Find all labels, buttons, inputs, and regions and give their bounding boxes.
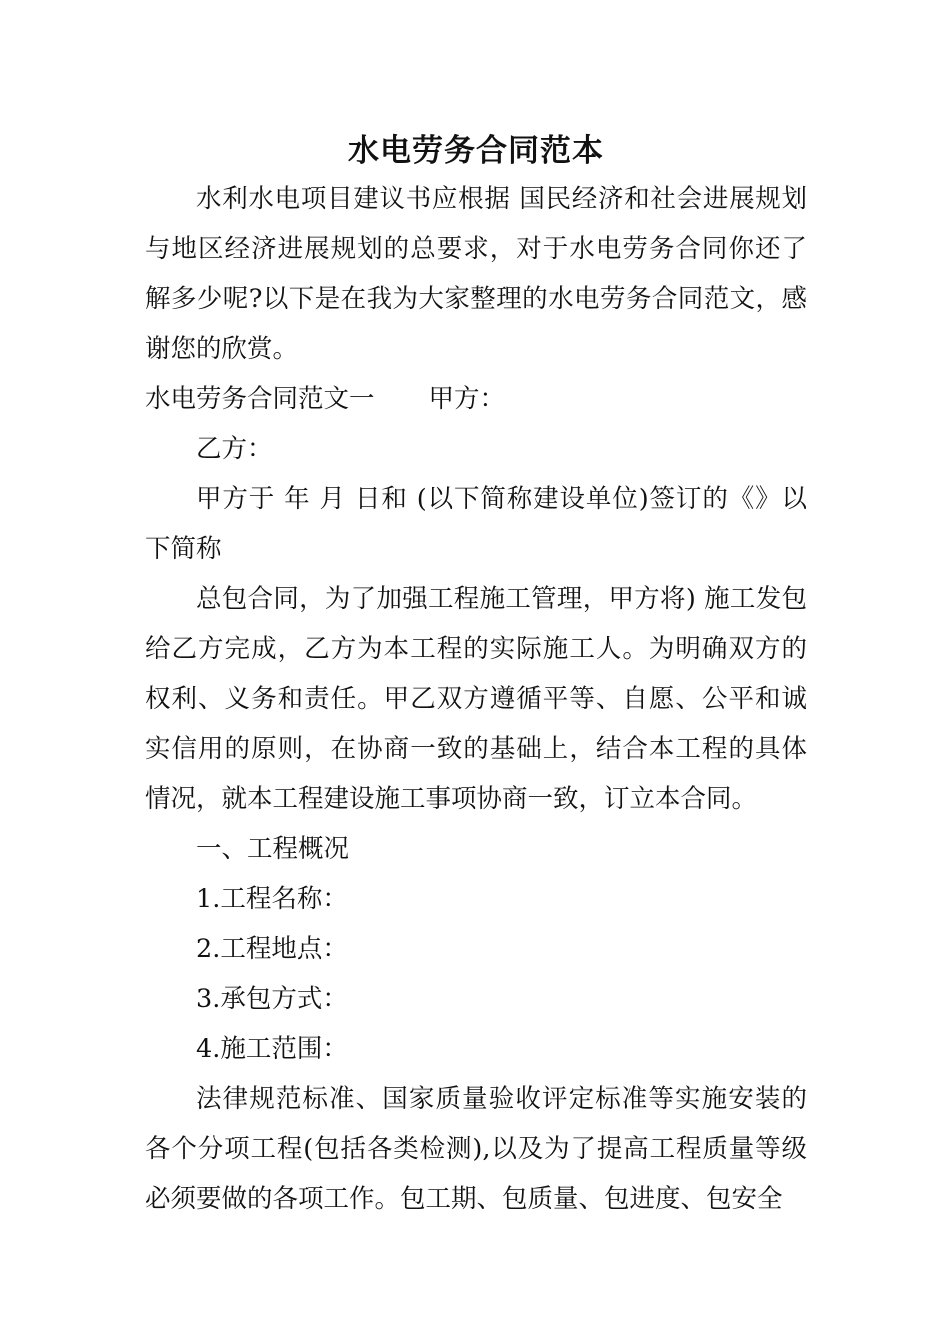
section-heading: 水电劳务合同范文一 [145, 384, 375, 414]
party-a-label: 甲方： [428, 384, 506, 414]
contract-paragraph-1: 甲方于 年 月 日和 (以下简称建设单位)签订的《》以下简称 [145, 484, 807, 564]
document-body [145, 128, 807, 1224]
list-item-project-name: 1.工程名称： [196, 884, 348, 914]
section-heading-line [145, 374, 807, 424]
clause-heading: 一、工程概况 [196, 834, 350, 864]
list-item-project-location: 2.工程地点： [196, 934, 348, 964]
intro-paragraph: 水利水电项目建议书应根据 国民经济和社会进展规划与地区经济进展规划的总要求，对于水电劳务合同你还了解多少呢?以下是在我为大家整理的水电劳务合同范文，感谢您的欣赏。 [145, 184, 807, 364]
list-item-construction-scope: 4.施工范围： [196, 1034, 348, 1064]
party-b-label: 乙方： [196, 434, 273, 464]
contract-paragraph-2: 总包合同，为了加强工程施工管理，甲方将) 施工发包给乙方完成，乙方为本工程的实际施工人。为明确双方的权利、义务和责任。甲乙双方遵循平等、自愿、公平和诚实信用的原则，在协商一致的基础上，结合本工程的具体情况，就本工程建设施工事项协商一致，订立本合同。 [145, 584, 807, 814]
scope-paragraph: 法律规范标准、国家质量验收评定标准等实施安装的各个分项工程(包括各类检测),以及为了提高工程质量等级必须要做的各项工作。包工期、包质量、包进度、包安全 [145, 1084, 807, 1214]
list-item-contract-method: 3.承包方式： [196, 984, 348, 1014]
document-title: 水电劳务合同范本 [348, 133, 604, 169]
